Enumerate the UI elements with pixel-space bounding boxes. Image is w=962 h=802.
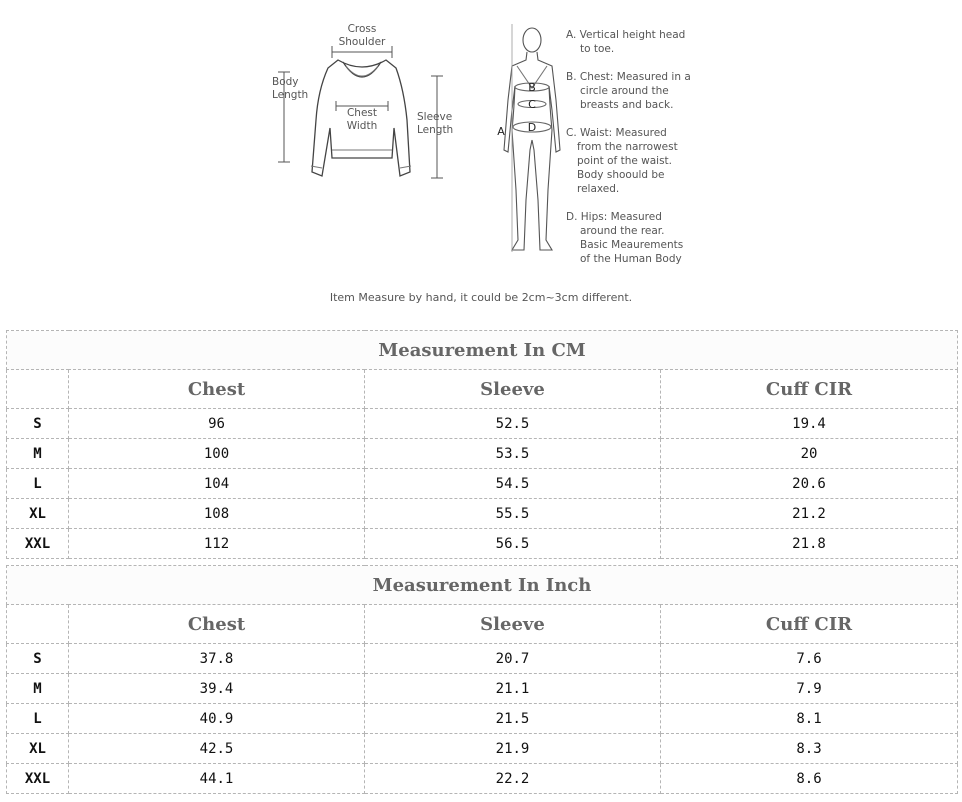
table-row (7, 704, 958, 734)
table-row (7, 764, 958, 794)
header-sleeve: Sleeve (365, 605, 661, 644)
size-cell: L (7, 704, 69, 734)
size-cell: XL (7, 499, 69, 529)
cuff-cell: 8.6 (661, 764, 958, 794)
measurement-table-cm (6, 330, 958, 559)
table-row (7, 734, 958, 764)
size-cell: XXL (7, 764, 69, 794)
chest-cell: 100 (69, 439, 365, 469)
cuff-cell: 20 (661, 439, 958, 469)
chest-cell: 42.5 (69, 734, 365, 764)
size-cell: S (7, 644, 69, 674)
table-row (7, 674, 958, 704)
header-cuff: Cuff CIR (661, 605, 958, 644)
body-length-label: Body Length (272, 76, 309, 101)
marker-b: B (528, 81, 536, 94)
sleeve-cell: 20.7 (365, 644, 661, 674)
note-a: A. Vertical height head to toe. (566, 29, 686, 55)
cross-shoulder-label: Cross Shoulder (338, 23, 386, 48)
chest-cell: 104 (69, 469, 365, 499)
note-d: D. Hips: Measured around the rear. Basic Meaurements of the Human Body (566, 211, 684, 265)
cuff-cell: 20.6 (661, 469, 958, 499)
header-cuff: Cuff CIR (661, 370, 958, 409)
sleeve-cell: 21.9 (365, 734, 661, 764)
header-size (7, 605, 69, 644)
measurement-table-inch (6, 565, 958, 794)
sleeve-cell: 21.1 (365, 674, 661, 704)
header-size (7, 370, 69, 409)
sleeve-cell: 52.5 (365, 409, 661, 439)
size-cell: M (7, 439, 69, 469)
sleeve-cell: 56.5 (365, 529, 661, 559)
cuff-cell: 21.2 (661, 499, 958, 529)
chest-cell: 40.9 (69, 704, 365, 734)
table-row (7, 469, 958, 499)
size-cell: L (7, 469, 69, 499)
cuff-cell: 19.4 (661, 409, 958, 439)
hand-measure-note: Item Measure by hand, it could be 2cm~3cm different. (329, 291, 633, 304)
cuff-cell: 7.6 (661, 644, 958, 674)
size-cell: XXL (7, 529, 69, 559)
note-b: B. Chest: Measured in a circle around the breasts and back. (566, 71, 691, 111)
table-row (7, 409, 958, 439)
sleeve-cell: 55.5 (365, 499, 661, 529)
sleeve-cell: 21.5 (365, 704, 661, 734)
cuff-cell: 21.8 (661, 529, 958, 559)
cuff-cell: 8.3 (661, 734, 958, 764)
header-chest: Chest (69, 370, 365, 409)
sleeve-cell: 53.5 (365, 439, 661, 469)
chest-cell: 96 (69, 409, 365, 439)
chest-cell: 37.8 (69, 644, 365, 674)
sleeve-cell: 54.5 (365, 469, 661, 499)
sleeve-cell: 22.2 (365, 764, 661, 794)
note-c: C. Waist: Measured from the narrowest point of the waist. Body shoould be relaxed. (566, 127, 678, 195)
measurement-diagram (0, 0, 962, 318)
table-row (7, 529, 958, 559)
table-title: Measurement In Inch (7, 566, 958, 605)
chest-cell: 44.1 (69, 764, 365, 794)
size-cell: M (7, 674, 69, 704)
table-row (7, 439, 958, 469)
chest-cell: 112 (69, 529, 365, 559)
table-title: Measurement In CM (7, 331, 958, 370)
sweater-illustration (0, 0, 962, 290)
header-chest: Chest (69, 605, 365, 644)
cuff-cell: 8.1 (661, 704, 958, 734)
marker-a: A (497, 125, 505, 138)
chest-cell: 108 (69, 499, 365, 529)
chest-cell: 39.4 (69, 674, 365, 704)
size-cell: S (7, 409, 69, 439)
header-sleeve: Sleeve (365, 370, 661, 409)
marker-c: C (528, 98, 536, 111)
sleeve-length-label: Sleeve Length (417, 111, 454, 136)
table-row (7, 644, 958, 674)
size-cell: XL (7, 734, 69, 764)
cuff-cell: 7.9 (661, 674, 958, 704)
table-row (7, 499, 958, 529)
chest-width-label: Chest Width (346, 107, 378, 132)
marker-d: D (527, 121, 537, 134)
